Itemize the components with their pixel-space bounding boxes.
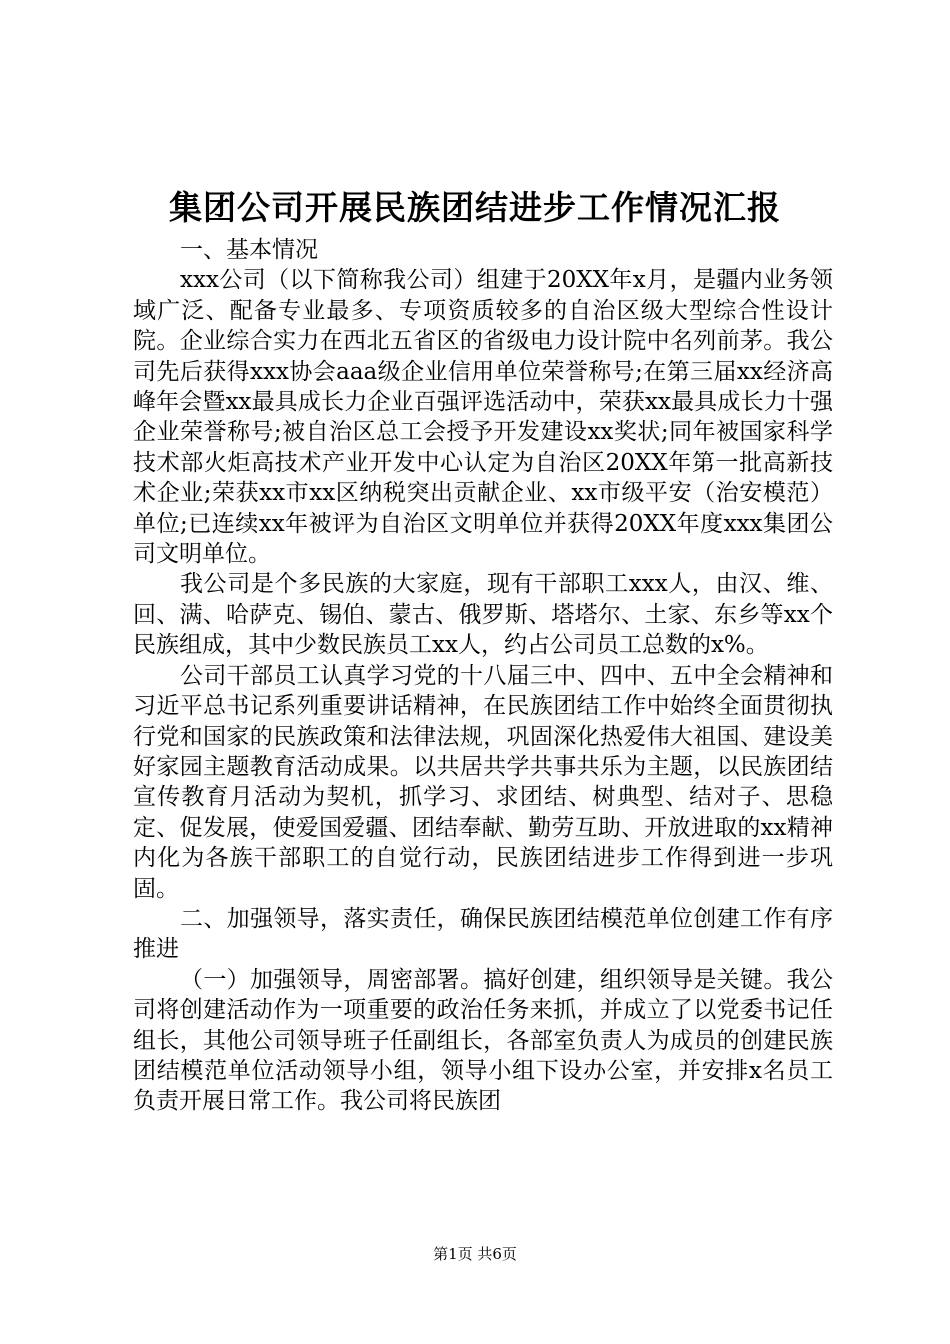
document-title: 集团公司开展民族团结进步工作情况汇报	[169, 188, 781, 227]
document-body	[133, 235, 833, 1117]
paragraph-leadership-deployment: （一）加强领导，周密部署。搞好创建，组织领导是关键。我公司将创建活动作为一项重要的政治任务来抓，并成立了以党委书记任组长，其他公司领导班子任副组长，各部室负责人为成员的创建民族团结模范单位活动领导小组，领导小组下设办公室，并安排x名员工负责开展日常工作。我公司将民族团	[133, 966, 833, 1115]
paragraph-company-intro: xxx公司（以下简称我公司）组建于20XX年x月，是疆内业务领域广泛、配备专业最多、专项资质较多的自治区级大型综合性设计院。企业综合实力在西北五省区的省级电力设计院中名列前茅。我公司先后获得xxx协会aaa级企业信用单位荣誉称号;在第三届xx经济高峰年会暨xx最具成长力企业百强评选活动中，荣获xx最具成长力十强企业荣誉称号;被自治区总工会授予开发建设xx奖状;同年被国家科学技术部火炬高技术产业开发中心认定为自治区20XX年第一批高新技术企业;荣获xx市xx区纳税突出贡献企业、xx市级平安（治安模范）单位;已连续xx年被评为自治区文明单位并获得20XX年度xxx集团公司文明单位。	[133, 267, 833, 568]
section-heading-leadership: 二、加强领导，落实责任，确保民族团结模范单位创建工作有序推进	[133, 905, 833, 963]
paragraph-study-and-unity: 公司干部员工认真学习党的十八届三中、四中、五中全会精神和习近平总书记系列重要讲话精神，在民族团结工作中始终全面贯彻执行党和国家的民族政策和法律法规，巩固深化热爱伟大祖国、建设美好家园主题教育活动成果。以共居共学共事共乐为主题，以民族团结宣传教育月活动为契机，抓学习、求团结、树典型、结对子、思稳定、促发展，使爱国爱疆、团结奉献、勤劳互助、开放进取的xx精神内化为各族干部职工的自觉行动，民族团结进步工作得到进一步巩固。	[133, 662, 833, 902]
section-heading-basic-situation: 一、基本情况	[180, 237, 318, 263]
paragraph-ethnic-composition: 我公司是个多民族的大家庭，现有干部职工xxx人，由汉、维、回、满、哈萨克、锡伯、蒙古、俄罗斯、塔塔尔、土家、东乡等xx个民族组成，其中少数民族员工xx人，约占公司员工总数的x%。	[133, 571, 833, 659]
page-footer: 第1页 共6页	[433, 1245, 517, 1263]
